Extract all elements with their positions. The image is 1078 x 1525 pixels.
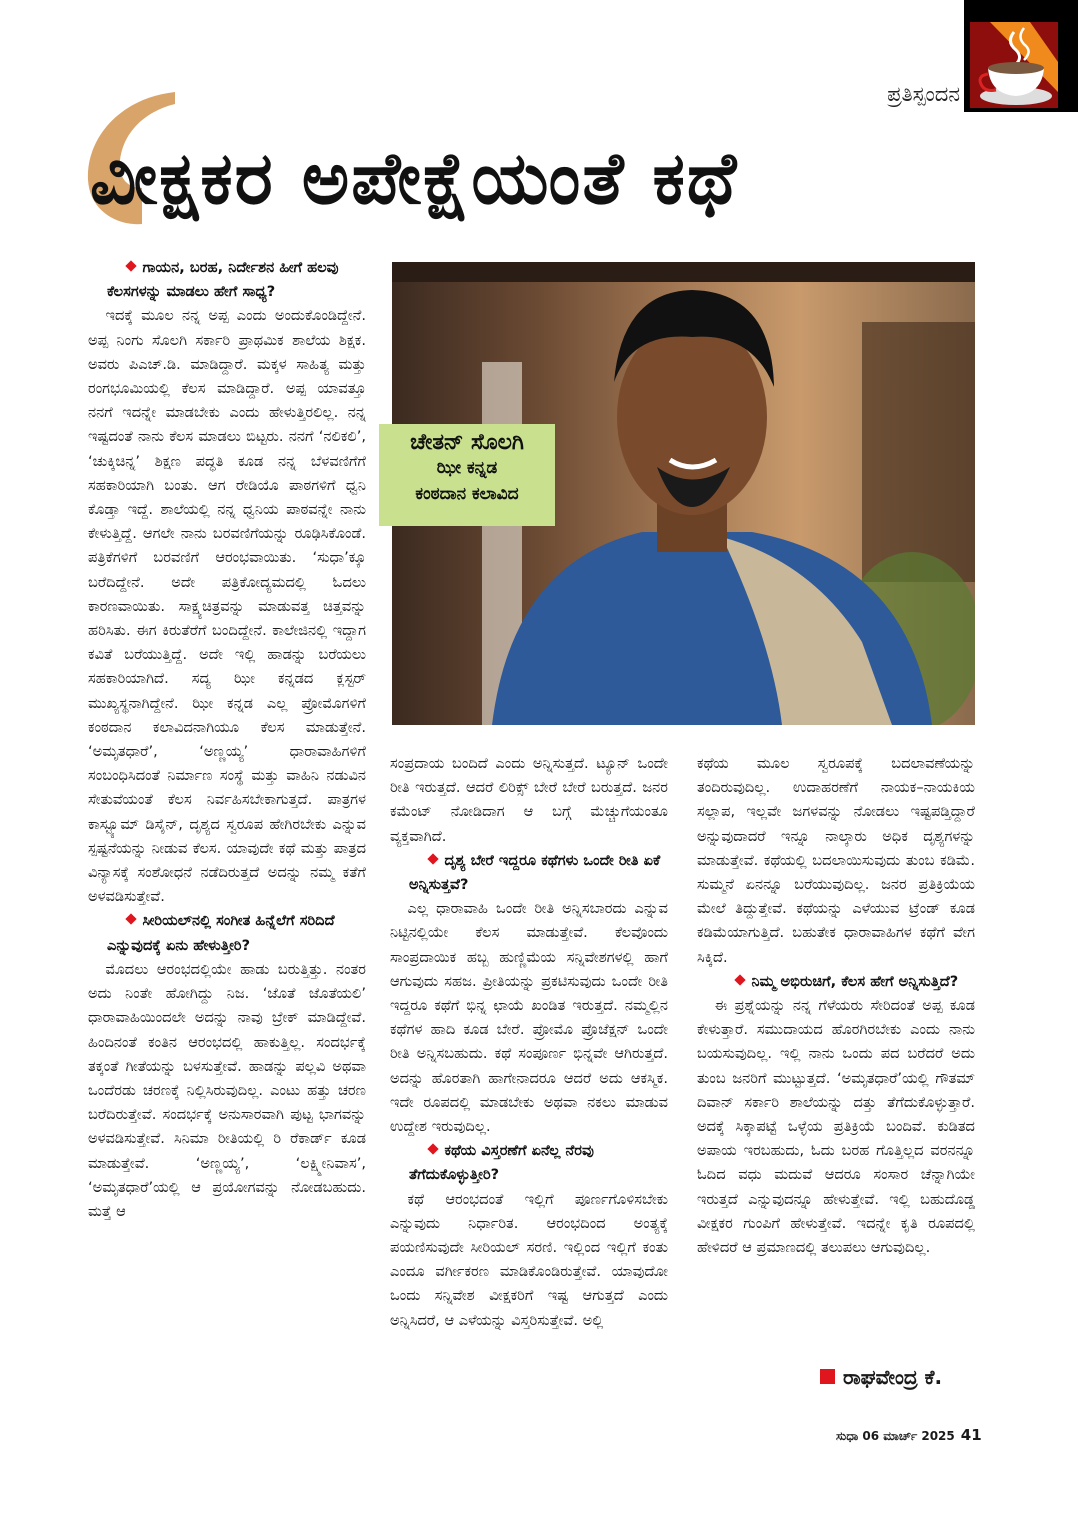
question-text: ಸೀರಿಯಲ್‌ನಲ್ಲಿ ಸಂಗೀತ ಹಿನ್ನೆಲೆಗೆ ಸರಿದಿದೆ ಎನ್ನುವುದಕ್ಕೆ ಏನು ಹೇಳುತ್ತೀರಿ?	[106, 912, 335, 954]
answer-paragraph: ಇದಕ್ಕೆ ಮೂಲ ನನ್ನ ಅಪ್ಪ ಎಂದು ಅಂದುಕೊಂಡಿದ್ದೇನೆ. ಅಪ್ಪ ನಿಂಗು ಸೊಲಗಿ ಸರ್ಕಾರಿ ಪ್ರಾಥಮಿಕ ಶಾಲೆಯ ಶಿಕ್ಷಕ. ಅವರು ಪಿಎಚ್.ಡಿ. ಮಾಡಿದ್ದಾರೆ. ಮಕ್ಕಳ ಸಾಹಿತ್ಯ ಮತ್ತು ರಂಗಭೂಮಿಯಲ್ಲಿ ಕೆಲಸ ಮಾಡಿದ್ದಾರೆ. ಅಪ್ಪ ಯಾವತ್ತೂ ನನಗೆ ಇದನ್ನೇ ಮಾಡಬೇಕು ಎಂದು ಹೇಳುತ್ತಿರಲಿಲ್ಲ. ನನ್ನ ಇಷ್ಟದಂತೆ ನಾನು ಕೆಲಸ ಮಾಡಲು ಬಿಟ್ಟರು. ನನಗೆ ‘ನಲಿಕಲಿ’, ‘ಚುಕ್ಕಿಚಿನ್ನ’ ಶಿಕ್ಷಣ ಪದ್ಧತಿ ಕೂಡ ನನ್ನ ಬೆಳವಣಿಗೆಗೆ ಸಹಕಾರಿಯಾಗಿ ಬಂತು. ಆಗ ರೇಡಿಯೊ ಪಾಠಗಳಿಗೆ ಧ್ವನಿ ಕೊಡ್ತಾ ಇದ್ದೆ. ಶಾಲೆಯಲ್ಲಿ ನನ್ನ ಧ್ವನಿಯ ಪಾಠವನ್ನೇ ನಾನು ಕೇಳುತ್ತಿದ್ದೆ. ಆಗಲೇ ನಾನು ಬರವಣಿಗೆಯನ್ನು ರೂಢಿಸಿಕೊಂಡೆ. ಪತ್ರಿಕೆಗಳಿಗೆ ಬರವಣಿಗೆ ಆರಂಭವಾಯಿತು. ‘ಸುಧಾ’ಕ್ಕೂ ಬರೆದಿದ್ದೇನೆ. ಅದೇ ಪತ್ರಿಕೋದ್ಯಮದಲ್ಲಿ ಓದಲು ಕಾರಣವಾಯಿತು. ಸಾಕ್ಷ್ಯಚಿತ್ರವನ್ನು ಮಾಡುವತ್ತ ಚಿತ್ತವನ್ನು ಹರಿಸಿತು. ಈಗ ಕಿರುತೆರೆಗೆ ಬಂದಿದ್ದೇನೆ. ಕಾಲೇಜಿನಲ್ಲಿ ಇದ್ದಾಗ ಕವಿತೆ ಬರೆಯುತ್ತಿದ್ದೆ. ಅದೇ ಇಲ್ಲಿ ಹಾಡನ್ನು ಬರೆಯಲು ಸಹಕಾರಿಯಾಗಿದೆ. ಸದ್ಯ ಝೀ ಕನ್ನಡದ ಕ್ಲಸ್ಟರ್ ಮುಖ್ಯಸ್ಥನಾಗಿದ್ದೇನೆ. ಝೀ ಕನ್ನಡ ಎಲ್ಲ ಪ್ರೋಮೊಗಳಿಗೆ ಕಂಠದಾನ ಕಲಾವಿದನಾಗಿಯೂ ಕೆಲಸ ಮಾಡುತ್ತೇನೆ. ‘ಅಮೃತಧಾರೆ’, ‘ಅಣ್ಣಯ್ಯ’ ಧಾರಾವಾಹಿಗಳಿಗೆ ಸಂಬಂಧಿಸಿದಂತೆ ನಿರ್ಮಾಣ ಸಂಸ್ಥೆ ಮತ್ತು ವಾಹಿನಿ ನಡುವಿನ ಸೇತುವೆಯಂತೆ ಕೆಲಸ ನಿರ್ವಹಿಸಬೇಕಾಗುತ್ತದೆ. ಪಾತ್ರಗಳ ಕಾಸ್ಟ್ಯೂಮ್ ಡಿಸೈನ್, ದೃಶ್ಯದ ಸ್ವರೂಪ ಹೇಗಿರಬೇಕು ಎನ್ನುವ ಸ್ಪಷ್ಟನೆಯನ್ನು ನೀಡುವ ಕೆಲಸ. ಯಾವುದೇ ಕಥೆ ಮತ್ತು ಪಾತ್ರದ ವಿನ್ಯಾಸಕ್ಕೆ ಸಂಶೋಧನೆ ನಡೆದಿರುತ್ತದೆ ಅದನ್ನು ನಮ್ಮ ಕತೆಗೆ ಅಳವಡಿಸುತ್ತೇವೆ.	[88, 307, 366, 906]
author-byline	[820, 1365, 942, 1389]
diamond-bullet-icon	[735, 974, 746, 985]
answer-paragraph: ಮೊದಲು ಆರಂಭದಲ್ಲಿಯೇ ಹಾಡು ಬರುತ್ತಿತ್ತು. ನಂತರ ಅದು ನಿಂತೇ ಹೋಗಿದ್ದು ನಿಜ. ‘ಜೊತೆ ಜೊತೆಯಲಿ’ ಧಾರಾವಾಹಿಯಿಂದಲೇ ಅದನ್ನು ನಾವು ಬ್ರೇಕ್ ಮಾಡಿದ್ದೇವೆ. ಹಿಂದಿನಂತೆ ಕಂತಿನ ಆರಂಭದಲ್ಲಿ ಹಾಕುತ್ತಿಲ್ಲ. ಸಂದರ್ಭಕ್ಕೆ ತಕ್ಕಂತೆ ಗೀತೆಯನ್ನು ಬಳಸುತ್ತೇವೆ. ಹಾಡನ್ನು ಪಲ್ಲವಿ ಅಥವಾ ಒಂದೆರಡು ಚರಣಕ್ಕೆ ನಿಲ್ಲಿಸಿರುವುದಿಲ್ಲ. ಎಂಟು ಹತ್ತು ಚರಣ ಬರೆದಿರುತ್ತೇವೆ. ಸಂದರ್ಭಕ್ಕೆ ಅನುಸಾರವಾಗಿ ಪುಟ್ಟ ಭಾಗವನ್ನು ಅಳವಡಿಸುತ್ತೇವೆ. ಸಿನಿಮಾ ರೀತಿಯಲ್ಲಿ ರಿ ರೆಕಾರ್ಡ್ ಕೂಡ ಮಾಡುತ್ತೇವೆ. ‘ಅಣ್ಣಯ್ಯ’, ‘ಲಕ್ಷ್ಮೀನಿವಾಸ’, ‘ಅಮೃತಧಾರೆ’ಯಲ್ಲಿ ಆ ಪ್ರಯೋಗವನ್ನು ನೋಡಬಹುದು. ಮತ್ತೆ ಆ	[88, 960, 366, 1220]
article-title: ವೀಕ್ಷಕರ ಅಪೇಕ್ಷೆಯಂತೆ ಕಥೆ	[90, 136, 739, 220]
question	[88, 909, 366, 957]
article-column-1	[88, 256, 366, 1404]
question-text: ನಿಮ್ಮ ಅಭಿರುಚಿಗೆ, ಕೆಲಸ ಹೇಗೆ ಅನ್ನಿಸುತ್ತಿದೆ?	[751, 972, 959, 990]
caption-role: ಕಂಠದಾನ ಕಲಾವಿದ	[415, 484, 519, 504]
answer-paragraph: ಕಥೆ ಆರಂಭದಂತೆ ಇಲ್ಲಿಗೆ ಪೂರ್ಣಗೊಳಿಸಬೇಕು ಎನ್ನುವುದು ನಿರ್ಧಾರಿತ. ಆರಂಭದಿಂದ ಅಂತ್ಯಕ್ಕೆ ಪಯಣಿಸುವುದೇ ಸೀರಿಯಲ್ ಸರಣಿ. ಇಲ್ಲಿಂದ ಇಲ್ಲಿಗೆ ಕಂತು ಎಂದೂ ವರ್ಗೀಕರಣ ಮಾಡಿಕೊಂಡಿರುತ್ತೇವೆ. ಯಾವುದೋ ಒಂದು ಸನ್ನಿವೇಶ ವೀಕ್ಷಕರಿಗೆ ಇಷ್ಟ ಆಗುತ್ತದೆ ಎಂದು ಅನ್ನಿಸಿದರೆ, ಆ ಎಳೆಯನ್ನು ವಿಸ್ತರಿಸುತ್ತೇವೆ. ಅಲ್ಲಿ	[390, 1190, 668, 1329]
question-text: ದೃಶ್ಯ ಬೇರೆ ಇದ್ದರೂ ಕಥೆಗಳು ಒಂದೇ ರೀತಿ ಏಕೆ ಅನ್ನಿಸುತ್ತವೆ?	[408, 851, 661, 894]
article-column-3	[697, 752, 975, 1352]
caption-channel: ಝೀ ಕನ್ನಡ	[436, 458, 498, 478]
question	[88, 256, 366, 304]
answer-paragraph: ಸಂಪ್ರದಾಯ ಬಂದಿದೆ ಎಂದು ಅನ್ನಿಸುತ್ತದೆ. ಟ್ಯೂನ್ ಒಂದೇ ರೀತಿ ಇರುತ್ತದೆ. ಆದರೆ ಲಿರಿಕ್ಸ್ ಬೇರೆ ಬೇರೆ ಬರುತ್ತದೆ. ಜನರ ಕಮೆಂಟ್ ನೋಡಿದಾಗ ಆ ಬಗ್ಗೆ ಮೆಚ್ಚುಗೆಯಂತೂ ವ್ಯಕ್ತವಾಗಿದೆ.	[390, 755, 668, 845]
answer-paragraph: ಎಲ್ಲ ಧಾರಾವಾಹಿ ಒಂದೇ ರೀತಿ ಅನ್ನಿಸಬಾರದು ಎನ್ನುವ ನಿಟ್ಟಿನಲ್ಲಿಯೇ ಕೆಲಸ ಮಾಡುತ್ತೇವೆ. ಕೆಲವೊಂದು ಸಾಂಪ್ರದಾಯಿಕ ಹಬ್ಬ ಹುಣ್ಣಿಮೆಯ ಸನ್ನಿವೇಶಗಳಲ್ಲಿ ಹಾಗೆ ಆಗುವುದು ಸಹಜ. ಪ್ರೀತಿಯನ್ನು ಪ್ರಕಟಿಸುವುದು ಒಂದೇ ರೀತಿ ಇದ್ದರೂ ಕಥೆಗೆ ಭಿನ್ನ ಛಾಯೆ ಖಂಡಿತ ಇರುತ್ತದೆ. ನಮ್ಮಲ್ಲಿನ ಕಥೆಗಳ ಹಾದಿ ಕೂಡ ಬೇರೆ. ಪ್ರೋಮೊ ಪ್ರೊಜೆಕ್ಷನ್ ಒಂದೇ ರೀತಿ ಅನ್ನಿಸಬಹುದು. ಕಥೆ ಸಂಪೂರ್ಣ ಭಿನ್ನವೇ ಆಗಿರುತ್ತದೆ. ಅದನ್ನು ಹೊರತಾಗಿ ಹಾಗೇನಾದರೂ ಆದರೆ ಅದು ಆಕಸ್ಮಿಕ. ಇದೇ ರೂಪದಲ್ಲಿ ಮಾಡಬೇಕು ಅಥವಾ ನಕಲು ಮಾಡುವ ಉದ್ದೇಶ ಇರುವುದಿಲ್ಲ.	[390, 900, 668, 1136]
question	[697, 970, 975, 994]
caption-name: ಚೇತನ್ ಸೊಲಗಿ	[410, 430, 524, 455]
page-footer	[836, 1426, 982, 1444]
answer-paragraph: ಕಥೆಯ ಮೂಲ ಸ್ವರೂಪಕ್ಕೆ ಬದಲಾವಣೆಯನ್ನು ತಂದಿರುವುದಿಲ್ಲ. ಉದಾಹರಣೆಗೆ ನಾಯಕ–ನಾಯಕಿಯ ಸಲ್ಲಾಪ, ಇಲ್ಲವೇ ಜಗಳವನ್ನು ನೋಡಲು ಇಷ್ಟಪಡ್ತಿದ್ದಾರೆ ಅನ್ನುವುದಾದರೆ ಇನ್ನೂ ನಾಲ್ಕಾರು ಅಧಿಕ ದೃಶ್ಯಗಳನ್ನು ಮಾಡುತ್ತೇವೆ. ಕಥೆಯಲ್ಲಿ ಬದಲಾಯಿಸುವುದು ತುಂಬ ಕಡಿಮೆ. ಸುಮ್ಮನೆ ಏನನ್ನೂ ಬರೆಯುವುದಿಲ್ಲ. ಜನರ ಪ್ರತಿಕ್ರಿಯೆಯ ಮೇಲೆ ತಿದ್ದುತ್ತೇವೆ. ಕಥೆಯನ್ನು ಎಳೆಯುವ ಟ್ರೆಂಡ್ ಕೂಡ ಕಡಿಮೆಯಾಗುತ್ತಿದೆ. ಬಹುತೇಕ ಧಾರಾವಾಹಿಗಳ ಕಥೆಗೆ ವೇಗ ಸಿಕ್ಕಿದೆ.	[697, 755, 975, 966]
question	[390, 1139, 668, 1187]
issue-date: ಸುಧಾ 06 ಮಾರ್ಚ್ 2025	[836, 1429, 955, 1443]
article-column-2	[390, 752, 668, 1402]
coffee-cup-icon	[970, 22, 1058, 108]
section-logo	[964, 0, 1078, 112]
section-label: ಪ್ರತಿಸ್ಪಂದನ	[887, 82, 960, 106]
red-square-icon	[820, 1369, 835, 1384]
diamond-bullet-icon	[428, 1144, 439, 1155]
question-text: ಕಥೆಯ ವಿಸ್ತರಣೆಗೆ ಏನೆಲ್ಲ ನೆರವು ತೆಗೆದುಕೊಳ್ಳುತ್ತೀರಿ?	[408, 1142, 594, 1184]
page-number: 41	[960, 1426, 982, 1444]
question	[390, 849, 668, 897]
question-text: ಗಾಯನ, ಬರಹ, ನಿರ್ದೇಶನ ಹೀಗೆ ಹಲವು ಕೆಲಸಗಳನ್ನು ಮಾಡಲು ಹೇಗೆ ಸಾಧ್ಯ?	[106, 259, 339, 301]
author-name: ರಾಘವೇಂದ್ರ ಕೆ.	[843, 1365, 943, 1389]
diamond-bullet-icon	[126, 914, 137, 925]
photo-caption	[379, 424, 555, 526]
diamond-bullet-icon	[428, 853, 439, 864]
answer-paragraph: ಈ ಪ್ರಶ್ನೆಯನ್ನು ನನ್ನ ಗೆಳೆಯರು ಸೇರಿದಂತೆ ಅಪ್ಪ ಕೂಡ ಕೇಳುತ್ತಾರೆ. ಸಮುದಾಯದ ಹೊರಗಿರಬೇಕು ಎಂದು ನಾನು ಬಯಸುವುದಿಲ್ಲ. ಇಲ್ಲಿ ನಾನು ಒಂದು ಪದ ಬರೆದರೆ ಅದು ತುಂಬ ಜನರಿಗೆ ಮುಟ್ಟುತ್ತದೆ. ‘ಅಮೃತಧಾರೆ’ಯಲ್ಲಿ ಗೌತಮ್ ದಿವಾನ್ ಸರ್ಕಾರಿ ಶಾಲೆಯನ್ನು ದತ್ತು ತೆಗೆದುಕೊಳ್ಳುತ್ತಾರೆ. ಅದಕ್ಕೆ ಸಿಕ್ಕಾಪಟ್ಟೆ ಒಳ್ಳೆಯ ಪ್ರತಿಕ್ರಿಯೆ ಬಂದಿವೆ. ಕುಡಿತದ ಅಪಾಯ ಇರಬಹುದು, ಓದು ಬರಹ ಗೊತ್ತಿಲ್ಲದ ವರನನ್ನೂ ಓದಿದ ವಧು ಮದುವೆ ಆದರೂ ಸಂಸಾರ ಚೆನ್ನಾಗಿಯೇ ಇರುತ್ತದೆ ಎನ್ನುವುದನ್ನೂ ಹೇಳುತ್ತೇವೆ. ಇಲ್ಲಿ ಬಹುದೊಡ್ಡ ವೀಕ್ಷಕರ ಗುಂಪಿಗೆ ಹೇಳುತ್ತೇವೆ. ಇದನ್ನೇ ಕೃತಿ ರೂಪದಲ್ಲಿ ಹೇಳಿದರೆ ಆ ಪ್ರಮಾಣದಲ್ಲಿ ತಲುಪಲು ಆಗುವುದಿಲ್ಲ.	[697, 997, 975, 1257]
diamond-bullet-icon	[126, 260, 137, 271]
